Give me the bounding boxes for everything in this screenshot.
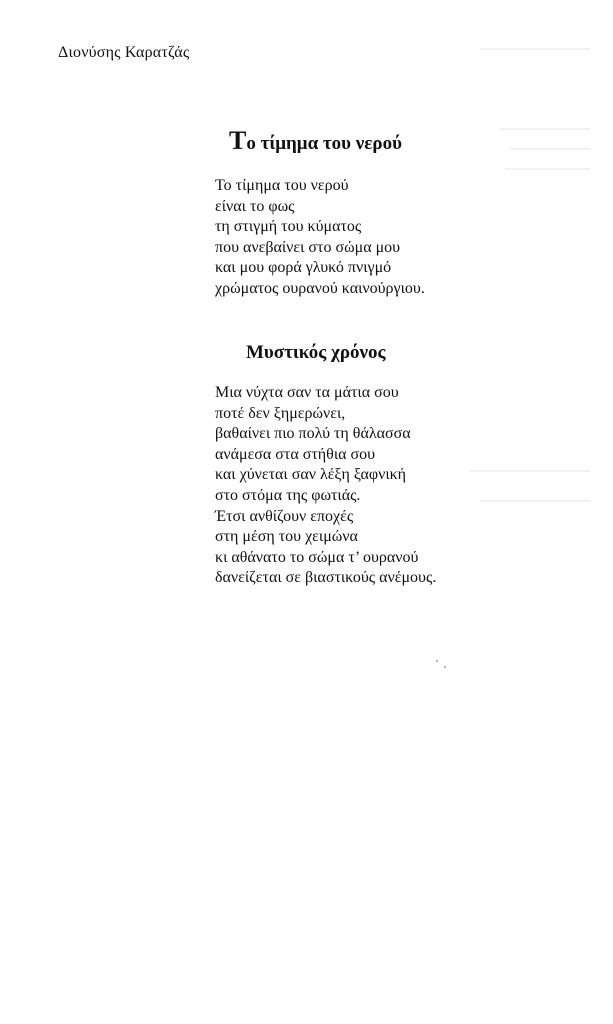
poem-title-1-rest: ο τίμημα του νερού [246, 133, 402, 154]
poem-line: στη μέση του χειμώνα [215, 528, 358, 546]
bleed-through-mark [470, 470, 590, 472]
poem-line: ποτέ δεν ξημερώνει, [215, 404, 346, 422]
poem-line: και μου φορά γλυκό πνιγμό [215, 259, 392, 277]
poem-line: είναι το φως [215, 197, 295, 215]
bleed-through-mark [505, 168, 590, 170]
paper-speck [444, 666, 446, 668]
poem-line: ανάμεσα στα στήθια σου [215, 445, 376, 463]
author-running-head: Διονύσης Καρατζάς [58, 44, 190, 61]
poem-line: Το τίμημα του νερού [215, 177, 349, 194]
poem-title-1 [229, 126, 402, 156]
poem-line: και χύνεται σαν λέξη ξαφνική [215, 466, 407, 484]
poem-line: βαθαίνει πιο πολύ τη θάλασσα [215, 425, 411, 443]
poem-line: κι αθάνατο το σώμα τ’ ουρανού [215, 548, 419, 566]
poem-line: Έτσι ανθίζουν εποχές [215, 507, 354, 525]
poem-line: Μια νύχτα σαν τα μάτια σου [215, 384, 399, 401]
poem-1-stanza [215, 176, 425, 300]
poem-line: χρώματος ουρανού καινούργιου. [215, 279, 425, 297]
bleed-through-mark [510, 148, 590, 150]
poem-line: τη στιγμή του κύματος [215, 218, 362, 236]
paper-speck [436, 660, 438, 662]
poem-line: που ανεβαίνει στο σώμα μου [215, 238, 401, 256]
bleed-through-mark [480, 500, 590, 502]
poem-line: στο στόμα της φωτιάς. [215, 486, 361, 504]
poem-2-stanza [215, 383, 436, 589]
bleed-through-mark [500, 128, 590, 130]
poem-line: δανείζεται σε βιαστικούς ανέμους. [215, 569, 437, 587]
poem-title-2: Μυστικός χρόνος [246, 342, 386, 363]
bleed-through-mark [480, 48, 590, 50]
poem-title-1-initial: Τ [229, 126, 247, 155]
